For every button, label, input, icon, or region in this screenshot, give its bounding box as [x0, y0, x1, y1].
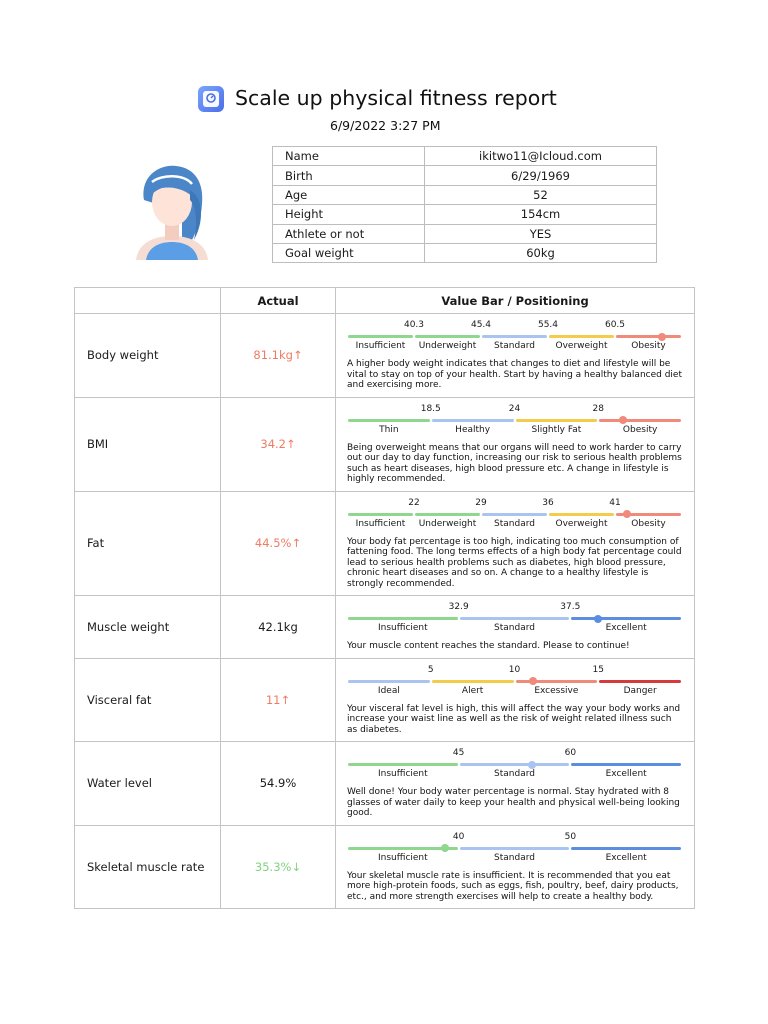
segment-label: Healthy — [455, 424, 491, 435]
profile-row — [273, 147, 657, 166]
profile-value: 6/29/1969 — [425, 166, 657, 185]
segment-label: Standard — [494, 623, 535, 633]
value-bar-cell — [336, 825, 695, 909]
metric-row — [75, 596, 695, 659]
metric-actual-value: 11↑ — [221, 658, 336, 742]
threshold-label: 28 — [592, 403, 604, 414]
bar-segment — [460, 617, 570, 620]
segment-label: Insufficient — [355, 518, 406, 529]
value-bar-cell — [336, 596, 695, 659]
position-marker — [619, 416, 627, 424]
value-bar — [347, 763, 683, 767]
value-bar — [347, 513, 683, 517]
metrics-header-row — [75, 288, 695, 314]
profile-value: YES — [425, 224, 657, 243]
threshold-label: 55.4 — [537, 320, 559, 330]
threshold-label: 45 — [452, 748, 465, 758]
threshold-labels — [347, 748, 683, 760]
position-marker — [528, 761, 536, 769]
threshold-label: 36 — [542, 497, 554, 508]
segment-label: Danger — [623, 685, 657, 696]
value-bar-cell — [336, 314, 695, 398]
threshold-label: 60 — [564, 748, 577, 758]
bar-segment — [482, 335, 547, 338]
profile-key: Athlete or not — [273, 224, 425, 243]
segment-labels — [347, 769, 683, 781]
profile-key: Goal weight — [273, 243, 425, 262]
value-bar-cell — [336, 491, 695, 596]
segment-label: Underweight — [418, 341, 477, 351]
bar-segment — [348, 617, 458, 620]
segment-label: Excellent — [605, 769, 647, 779]
bar-segment — [432, 680, 514, 683]
segment-labels — [347, 686, 683, 698]
profile-row — [273, 166, 657, 185]
bar-segment — [571, 763, 681, 766]
bar-segment — [599, 680, 681, 683]
segment-label: Obesity — [622, 424, 658, 435]
profile-value: ikitwo11@Icloud.com — [425, 147, 657, 166]
bar-segment — [460, 847, 570, 850]
bar-segment — [516, 680, 598, 683]
segment-label: Alert — [461, 685, 484, 696]
threshold-labels — [347, 320, 683, 332]
bar-segment — [482, 513, 547, 516]
position-marker — [529, 677, 537, 685]
metric-description: Your body fat percentage is too high, indicating too much consumption of fattening food. The long terms effects of a high body fat percentage could lead to serious health problems such as diabetes, high blood pressure, chronic heart diseases and so on. A change to a healthy lifestyle is strongly recommended. — [347, 536, 682, 589]
metric-description: Your visceral fat level is high, this will affect the way your body works and increase your waist line as well as the risk of weight related illness such as diabetes. — [347, 703, 681, 735]
bar-segment — [432, 419, 514, 422]
avatar — [132, 160, 212, 264]
threshold-label: 40 — [452, 831, 465, 842]
segment-label: Insufficient — [377, 852, 428, 863]
bar-segment — [348, 419, 430, 422]
bar-segment — [549, 335, 614, 338]
bar-segment — [516, 419, 598, 422]
segment-label: Excellent — [605, 623, 647, 633]
segment-label: Standard — [494, 769, 535, 779]
metric-name: Muscle weight — [75, 596, 221, 659]
header-actual: Actual — [221, 288, 336, 314]
segment-label: Obesity — [631, 518, 666, 529]
segment-labels — [347, 623, 683, 635]
metric-row — [75, 825, 695, 909]
metric-name: BMI — [75, 397, 221, 491]
bar-segment — [599, 419, 681, 422]
metric-name: Skeletal muscle rate — [75, 825, 221, 909]
metric-name: Fat — [75, 491, 221, 596]
profile-row — [273, 224, 657, 243]
threshold-label: 45.4 — [470, 320, 492, 330]
bar-segment — [348, 763, 458, 766]
segment-label: Insufficient — [377, 623, 428, 633]
segment-label: Excessive — [534, 685, 579, 696]
threshold-label: 41 — [609, 497, 621, 508]
bar-segment — [348, 335, 413, 338]
bar-segment — [415, 335, 480, 338]
bar-segment — [348, 513, 413, 516]
metric-actual-value: 54.9% — [221, 742, 336, 826]
segment-label: Insufficient — [377, 769, 428, 779]
metrics-table — [74, 287, 695, 909]
profile-row — [273, 243, 657, 262]
profile-table — [272, 146, 657, 263]
value-bar — [347, 419, 683, 423]
threshold-label: 60.5 — [604, 320, 626, 330]
segment-label: Standard — [494, 518, 535, 529]
threshold-label: 37.5 — [560, 602, 581, 612]
metric-name: Visceral fat — [75, 658, 221, 742]
threshold-label: 22 — [408, 497, 420, 508]
profile-key: Age — [273, 185, 425, 204]
threshold-label: 5 — [427, 664, 434, 675]
segment-label: Insufficient — [355, 341, 406, 351]
threshold-label: 29 — [475, 497, 487, 508]
value-bar-cell — [336, 397, 695, 491]
header-value-bar: Value Bar / Positioning — [336, 288, 695, 314]
bar-segment — [549, 513, 614, 516]
metric-row — [75, 491, 695, 596]
metric-row — [75, 314, 695, 398]
bar-segment — [460, 763, 570, 766]
bar-segment — [415, 513, 480, 516]
segment-label: Ideal — [377, 685, 400, 696]
threshold-labels — [347, 404, 683, 416]
bar-segment — [571, 617, 681, 620]
profile-value: 60kg — [425, 243, 657, 262]
value-bar — [347, 680, 683, 684]
position-marker — [594, 615, 602, 623]
metric-name: Body weight — [75, 314, 221, 398]
profile-row — [273, 205, 657, 224]
profile-key: Name — [273, 147, 425, 166]
value-bar — [347, 335, 683, 339]
report-header — [0, 84, 768, 116]
profile-value: 52 — [425, 185, 657, 204]
threshold-labels — [347, 498, 683, 510]
page-title: Scale up physical fitness report — [235, 86, 557, 110]
metric-description: Being overweight means that our organs will need to work harder to carry out our day to day function, increasing our risk to serious health problems such as heart diseases, high blood pressure etc. A change in lifestyle is highly recommended. — [347, 442, 682, 484]
value-bar-cell — [336, 658, 695, 742]
threshold-labels — [347, 665, 683, 677]
position-marker — [441, 844, 449, 852]
metric-actual-value: 44.5%↑ — [221, 491, 336, 596]
header-metric — [75, 288, 221, 314]
segment-label: Standard — [494, 852, 535, 863]
position-marker — [623, 510, 631, 518]
segment-label: Excellent — [605, 852, 647, 863]
metric-name: Water level — [75, 742, 221, 826]
metric-row — [75, 742, 695, 826]
value-bar-cell — [336, 742, 695, 826]
segment-labels — [347, 519, 683, 531]
metric-actual-value: 34.2↑ — [221, 397, 336, 491]
metric-actual-value: 81.1kg↑ — [221, 314, 336, 398]
segment-label: Overweight — [555, 341, 608, 351]
bar-segment — [616, 335, 681, 338]
datetime-text: 6/9/2022 3:27 PM — [330, 118, 441, 133]
segment-label: Slightly Fat — [531, 424, 582, 435]
metric-actual-value: 35.3%↓ — [221, 825, 336, 909]
segment-label: Overweight — [555, 518, 608, 529]
segment-label: Standard — [494, 341, 535, 351]
scale-icon — [198, 86, 224, 112]
threshold-labels — [347, 602, 683, 614]
threshold-label: 18.5 — [420, 403, 441, 414]
threshold-label: 15 — [592, 664, 604, 675]
metric-row — [75, 658, 695, 742]
threshold-label: 32.9 — [448, 602, 469, 612]
segment-label: Obesity — [631, 341, 666, 351]
threshold-label: 50 — [564, 831, 577, 842]
value-bar — [347, 847, 683, 851]
profile-key: Birth — [273, 166, 425, 185]
segment-labels — [347, 425, 683, 437]
segment-label: Underweight — [418, 518, 477, 529]
threshold-label: 10 — [508, 664, 521, 675]
metric-actual-value: 42.1kg — [221, 596, 336, 659]
value-bar — [347, 617, 683, 621]
profile-value: 154cm — [425, 205, 657, 224]
profile-row — [273, 185, 657, 204]
bar-segment — [348, 680, 430, 683]
bar-segment — [571, 847, 681, 850]
threshold-labels — [347, 832, 683, 844]
segment-labels — [347, 853, 683, 865]
threshold-label: 40.3 — [403, 320, 425, 330]
position-marker — [658, 333, 666, 341]
metric-row — [75, 397, 695, 491]
metric-description: Your muscle content reaches the standard. Please to continue! — [347, 641, 630, 651]
threshold-label: 24 — [508, 403, 521, 414]
metric-description: Your skeletal muscle rate is insufficient. It is recommended that you eat more high-protein foods, such as eggs, fish, poultry, beef, dairy products, etc., and more strength exercises will help to create a healthy body. — [347, 870, 679, 902]
metric-description: A higher body weight indicates that changes to diet and lifestyle will be vital to stay on top of your health. Start by having a healthy balanced diet and exercising more. — [347, 359, 682, 390]
segment-label: Thin — [379, 424, 399, 435]
profile-key: Height — [273, 205, 425, 224]
metric-description: Well done! Your body water percentage is normal. Stay hydrated with 8 glasses of water daily to keep your health and physical well-being looking good. — [347, 787, 680, 818]
segment-labels — [347, 341, 683, 353]
